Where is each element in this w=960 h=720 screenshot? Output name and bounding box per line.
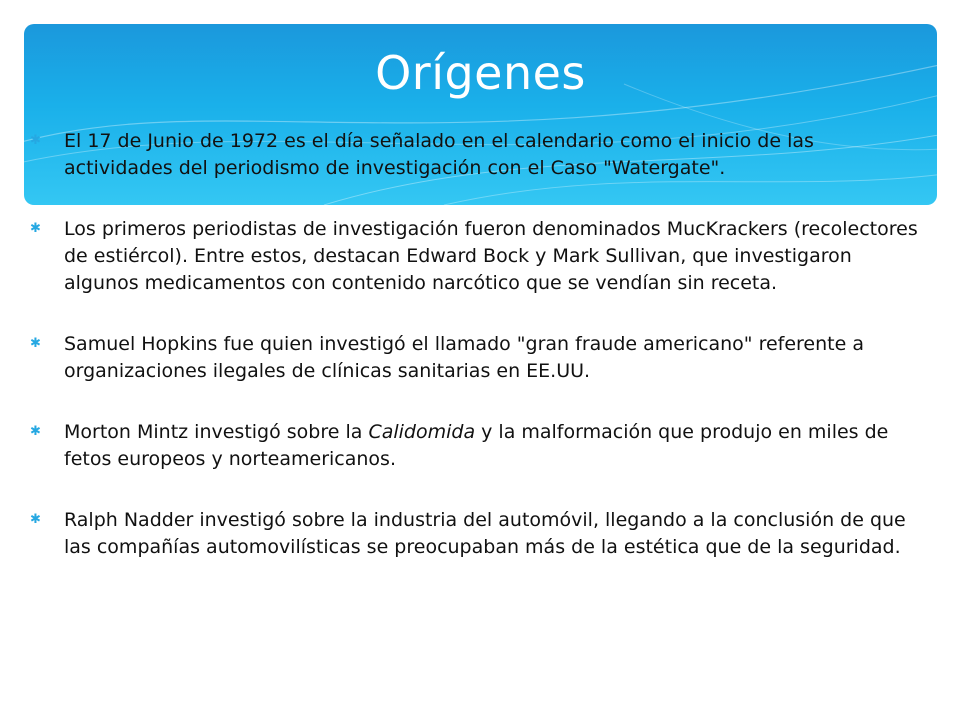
- bullet-text-after: y la malformación que produjo en miles de fetos europeos y norteamericanos.: [64, 421, 889, 470]
- bullet-text: Samuel Hopkins fue quien investigó el llamado "gran fraude americano" referente a organizaciones ilegales de clínicas sanitarias en EE.UU.: [64, 333, 864, 382]
- bullet-item: [30, 419, 920, 473]
- bullet-item: [30, 128, 920, 182]
- bullet-item: [30, 331, 920, 385]
- asterisk-bullet-icon: ✱: [30, 133, 41, 148]
- bullet-item: [30, 216, 920, 297]
- asterisk-bullet-icon: ✱: [30, 424, 41, 439]
- bullet-list: [30, 128, 920, 595]
- bullet-text: Los primeros periodistas de investigación fueron denominados MucKrackers (recolectores de estiércol). Entre estos, destacan Edward Bock y Mark Sullivan, que investigaron algunos medicamentos con contenido narcótico que se vendían sin receta.: [64, 218, 918, 294]
- bullet-item: [30, 507, 920, 561]
- slide-title: Orígenes: [375, 46, 586, 100]
- bullet-text: Ralph Nadder investigó sobre la industria del automóvil, llegando a la conclusión de que las compañías automovilísticas se preocupaban más de la estética que de la seguridad.: [64, 509, 906, 558]
- asterisk-bullet-icon: ✱: [30, 512, 41, 527]
- asterisk-bullet-icon: ✱: [30, 336, 41, 351]
- bullet-text-before: Morton Mintz investigó sobre la: [64, 421, 369, 443]
- asterisk-bullet-icon: ✱: [30, 221, 41, 236]
- bullet-text-italic: Calidomida: [368, 421, 476, 443]
- bullet-text: El 17 de Junio de 1972 es el día señalado en el calendario como el inicio de las actividades del periodismo de investigación con el Caso "Watergate".: [64, 130, 814, 179]
